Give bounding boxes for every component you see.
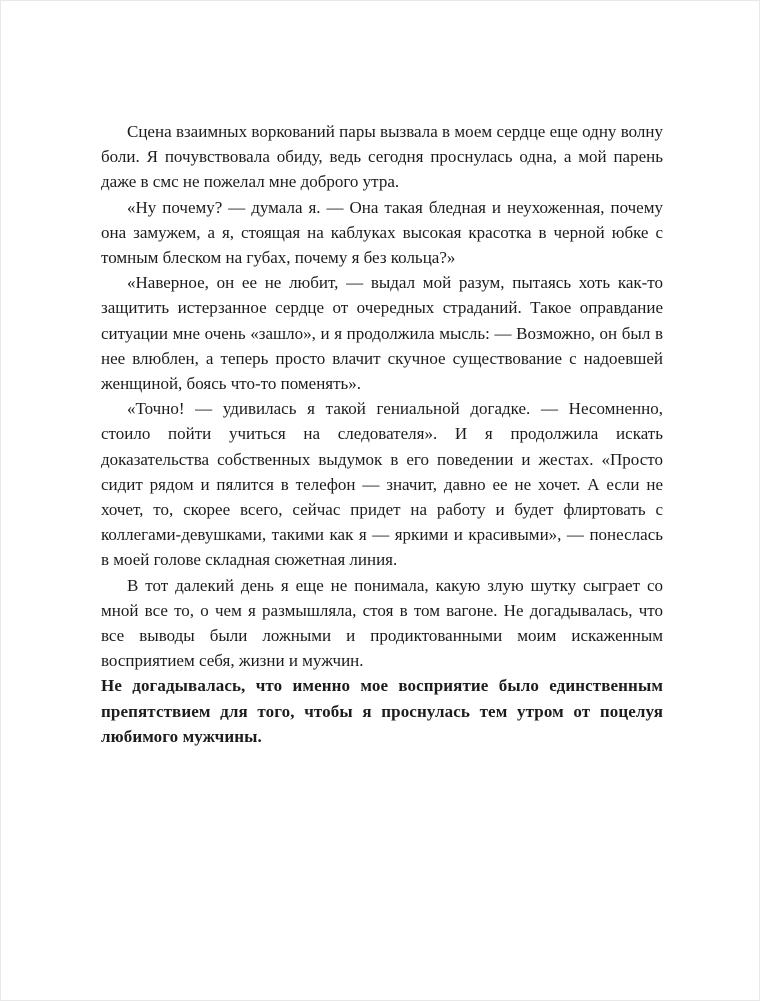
page-text	[101, 119, 663, 749]
paragraph: «Точно! — удивилась я такой гениальной догадке. — Несомненно, стоило пойти учиться на следователя». И я продолжила искать доказательства собственных выдумок в его поведении и жестах. «Просто сидит рядом и пялится в телефон — значит, давно ее не хочет. А если не хочет, то, скорее всего, сейчас придет на работу и будет флиртовать с коллегами-девушками, такими как я — яркими и красивыми», — понеслась в моей голове складная сюжетная линия.	[101, 399, 663, 570]
paragraph: «Ну почему? — думала я. — Она такая бледная и неухоженная, почему она замужем, а я, стоящая на каблуках высокая красотка в черной юбке с томным блеском на губах, почему я без кольца?»	[101, 197, 663, 268]
paragraph: Не догадывалась, что именно мое восприятие было единственным препятствием для того, чтобы я проснулась тем утром от поцелуя любимого мужчины.	[101, 676, 663, 746]
paragraph: Сцена взаимных воркований пары вызвала в моем сердце еще одну волну боли. Я почувствовала обиду, ведь сегодня проснулась одна, а мой парень даже в смс не пожелал мне доброго утра.	[101, 122, 663, 192]
paragraph: «Наверное, он ее не любит, — выдал мой разум, пытаясь хоть как-то защитить истерзанное сердце от очередных страданий. Такое оправдание ситуации мне очень «зашло», и я продолжила мысль: — Возможно, он был в нее влюблен, а теперь просто влачит скучное существование с надоевшей женщиной, боясь что-то поменять».	[101, 273, 663, 394]
paragraph: В тот далекий день я еще не понимала, какую злую шутку сыграет со мной все то, о чем я размышляла, стоя в том вагоне. Не догадывалась, что все выводы были ложными и продиктованными моим искаженным восприятием себя, жизни и мужчин.	[101, 575, 663, 671]
